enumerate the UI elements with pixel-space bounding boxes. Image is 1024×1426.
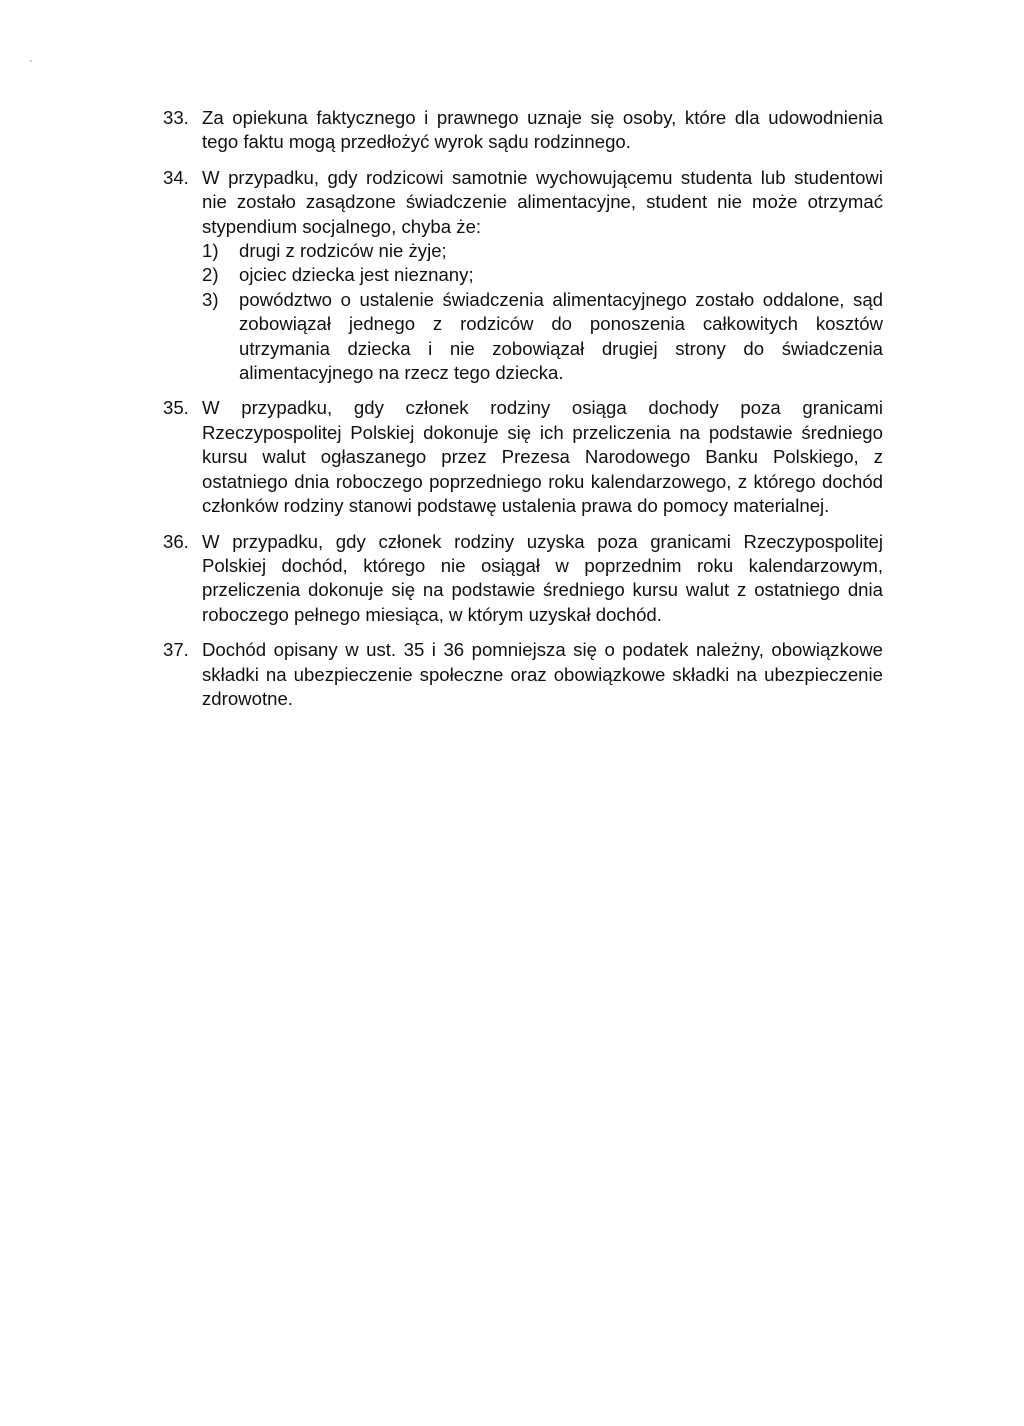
paragraph-37: [163, 638, 883, 711]
list-item-text: ojciec dziecka jest nieznany;: [239, 264, 474, 286]
paragraph-text: W przypadku, gdy członek rodziny uzyska poza granicami Rzeczypospolitej Polskiej dochód, którego nie osiągał w poprzednim roku kalendarzowym, przeliczenia dokonuje się na podstawie średniego kursu walut z ostatniego dnia roboczego pełnego miesiąca, w którym uzyskał dochód.: [202, 530, 883, 625]
paragraph-number: 33.: [163, 107, 189, 128]
paragraph-text: Za opiekuna faktycznego i prawnego uznaje się osoby, które dla udowodnienia tego faktu mogą przedłożyć wyrok sądu rodzinnego.: [202, 107, 883, 153]
paragraph-36: [163, 530, 883, 628]
list-item-text: drugi z rodziców nie żyje;: [239, 240, 447, 262]
paragraph-text: Dochód opisany w ust. 35 i 36 pomniejsza się o podatek należny, obowiązkowe składki na ubezpieczenie społeczne oraz obowiązkowe składki na ubezpieczenie zdrowotne.: [202, 639, 883, 709]
list-item-2: [202, 263, 883, 287]
list-item-3: [202, 288, 883, 386]
document-body: [163, 106, 883, 722]
list-item-text: powództwo o ustalenie świadczenia alimentacyjnego zostało oddalone, sąd zobowiązał jednego z rodziców do ponoszenia całkowitych kosztów utrzymania dziecka i nie zobowiązał drugiej strony do świadczenia alimentacyjnego na rzecz tego dziecka.: [239, 288, 883, 384]
paragraph-content: [202, 166, 883, 386]
list-item-number: 3): [202, 288, 219, 310]
list-item-number: 2): [202, 264, 219, 286]
paragraph-33: [163, 106, 883, 155]
paragraph-text: W przypadku, gdy członek rodziny osiąga dochody poza granicami Rzeczypospolitej Polskiej dokonuje się ich przeliczenia na podstawie średniego kursu walut ogłaszanego przez Prezesa Narodowego Banku Polskiego, z ostatniego dnia roboczego poprzedniego roku kalendarzowego, z którego dochód członków rodziny stanowi podstawę ustalenia prawa do pomocy materialnej.: [202, 397, 883, 517]
list-item-number: 1): [202, 240, 219, 262]
paragraph-number: 34.: [163, 166, 189, 188]
scan-speck: [30, 60, 32, 62]
list-item-1: [202, 239, 883, 263]
paragraph-text: W przypadku, gdy rodzicowi samotnie wychowującemu studenta lub studentowi nie zostało zasądzone świadczenie alimentacyjne, student nie może otrzymać stypendium socjalnego, chyba że:: [202, 166, 883, 237]
paragraph-number: 36.: [163, 530, 189, 552]
paragraph-34: [163, 166, 883, 386]
paragraph-number: 35.: [163, 397, 189, 419]
paragraph-number: 37.: [163, 639, 189, 661]
paragraph-35: [163, 396, 883, 518]
